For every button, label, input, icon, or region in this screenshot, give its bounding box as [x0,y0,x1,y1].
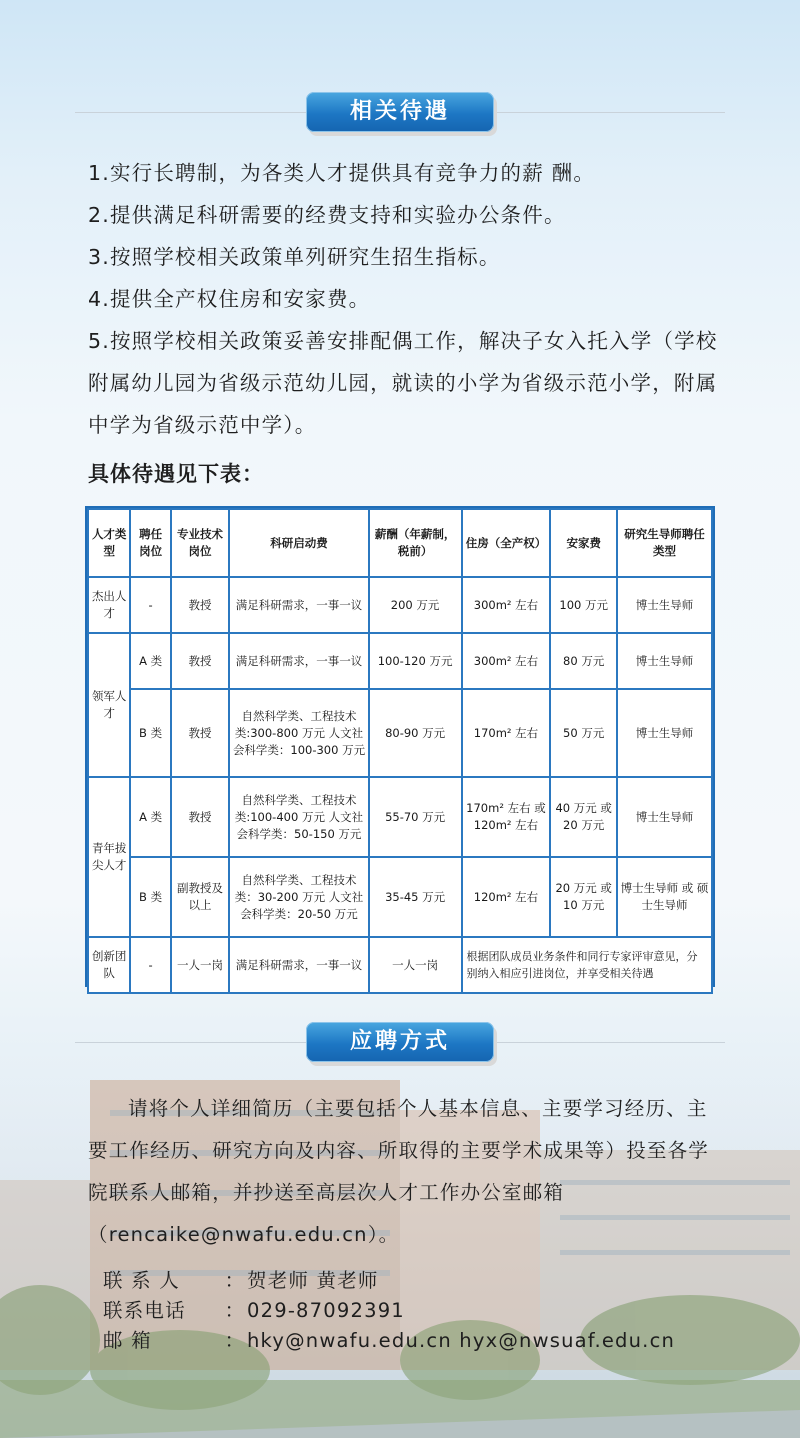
cell-research-fund: 自然科学类、工程技术类:300-800 万元 人文社会科学类：100-300 万元 [230,690,367,776]
cell-post: B 类 [131,858,169,936]
header-supervisor-type: 研究生导师聘任类型 [618,510,711,576]
apply-instructions [88,1088,718,1256]
contact-value: 贺老师 黄老师 [247,1269,379,1292]
cell-housing: 300m² 左右 [463,634,550,688]
contact-label: 联 系 人 [103,1269,180,1292]
table-row [89,690,711,776]
table-row [89,578,711,632]
table-row [89,634,711,688]
benefit-item: 4.提供全产权住房和安家费。 [88,287,371,311]
contact-row [103,1296,743,1326]
cell-research-fund: 自然科学类、工程技术类：30-200 万元 人文社会科学类：20-50 万元 [230,858,367,936]
cell-housing: 300m² 左右 [463,578,550,632]
benefits-section-header [0,92,800,152]
header-salary: 薪酬（年薪制，税前） [370,510,461,576]
contact-info [103,1266,743,1356]
cell-post: A 类 [131,778,169,856]
cell-research-fund: 自然科学类、工程技术类:100-400 万元 人文社会科学类：50-150 万元 [230,778,367,856]
cell-talent-type: 青年拔尖人才 [89,778,129,936]
cell-settlement-fee: 20 万元 或 10 万元 [551,858,616,936]
header-tech-post: 专业技术岗位 [172,510,229,576]
cell-supervisor-type: 博士生导师 [618,778,711,856]
header-post: 聘任岗位 [131,510,169,576]
cell-settlement-fee: 40 万元 或 20 万元 [551,778,616,856]
header-housing: 住房（全产权） [463,510,550,576]
benefits-table [87,508,713,994]
header-settlement-fee: 安家费 [551,510,616,576]
cell-supervisor-type: 博士生导师 [618,634,711,688]
cell-settlement-fee: 50 万元 [551,690,616,776]
table-title: 具体待遇见下表： [88,462,264,486]
apply-section-title: 应聘方式 [306,1022,494,1062]
cell-supervisor-type: 博士生导师 或 硕士生导师 [618,858,711,936]
table-row [89,778,711,856]
cell-tech-post: 教授 [172,778,229,856]
cell-salary: 80-90 万元 [370,690,461,776]
contact-label: 联系电话 [103,1299,186,1322]
benefits-list [88,152,728,446]
cell-supervisor-type: 博士生导师 [618,690,711,776]
cell-team-note: 根据团队成员业务条件和同行专家评审意见，分别纳入相应引进岗位，并享受相关待遇 [463,938,711,992]
apply-body-text: 请将个人详细简历（主要包括个人基本信息、主要学习经历、主要工作经历、研究方向及内容、所取得的主要学术成果等）投至各学院联系人邮箱，并抄送至高层次人才工作办公室邮箱（rencaike@nwafu.edu.cn）。 [88,1097,710,1246]
benefits-section-title: 相关待遇 [306,92,494,132]
cell-salary: 55-70 万元 [370,778,461,856]
cell-salary: 200 万元 [370,578,461,632]
table-row [89,858,711,936]
cell-tech-post: 一人一岗 [172,938,229,992]
benefits-table-frame [85,506,715,987]
cell-research-fund: 满足科研需求，一事一议 [230,634,367,688]
contact-separator: ： [224,1329,246,1352]
cell-settlement-fee: 100 万元 [551,578,616,632]
contact-row [103,1266,743,1296]
cell-settlement-fee: 80 万元 [551,634,616,688]
cell-salary: 100-120 万元 [370,634,461,688]
header-talent-type: 人才类型 [89,510,129,576]
cell-housing: 170m² 左右 或 120m² 左右 [463,778,550,856]
benefit-item: 3.按照学校相关政策单列研究生招生指标。 [88,245,501,269]
cell-research-fund: 满足科研需求，一事一议 [230,578,367,632]
cell-housing: 120m² 左右 [463,858,550,936]
contact-label: 邮 箱 [103,1329,152,1352]
benefit-item: 2.提供满足科研需要的经费支持和实验办公条件。 [88,203,566,227]
cell-talent-type: 创新团队 [89,938,129,992]
table-row [89,938,711,992]
cell-post: - [131,938,169,992]
table-header-row [89,510,711,576]
cell-post: - [131,578,169,632]
cell-tech-post: 教授 [172,634,229,688]
header-research-fund: 科研启动费 [230,510,367,576]
cell-salary: 35-45 万元 [370,858,461,936]
benefit-item: 1.实行长聘制，为各类人才提供具有竞争力的薪 酬。 [88,161,596,185]
cell-supervisor-type: 博士生导师 [618,578,711,632]
contact-row [103,1326,743,1356]
cell-housing: 170m² 左右 [463,690,550,776]
apply-section-header [0,1022,800,1082]
contact-separator: ： [224,1299,246,1322]
cell-salary: 一人一岗 [370,938,461,992]
benefit-item: 5.按照学校相关政策妥善安排配偶工作，解决子女入托入学（学校附属幼儿园为省级示范幼儿园，就读的小学为省级示范小学，附属中学为省级示范中学）。 [88,329,718,437]
cell-post: A 类 [131,634,169,688]
contact-separator: ： [224,1269,246,1292]
cell-talent-type: 领军人才 [89,634,129,776]
cell-research-fund: 满足科研需求，一事一议 [230,938,367,992]
cell-tech-post: 教授 [172,578,229,632]
contact-email[interactable]: hky@nwafu.edu.cn hyx@nwsuaf.edu.cn [247,1329,676,1352]
cell-talent-type: 杰出人才 [89,578,129,632]
cell-tech-post: 副教授及以上 [172,858,229,936]
cell-tech-post: 教授 [172,690,229,776]
contact-phone: 029-87092391 [247,1299,405,1322]
cell-post: B 类 [131,690,169,776]
